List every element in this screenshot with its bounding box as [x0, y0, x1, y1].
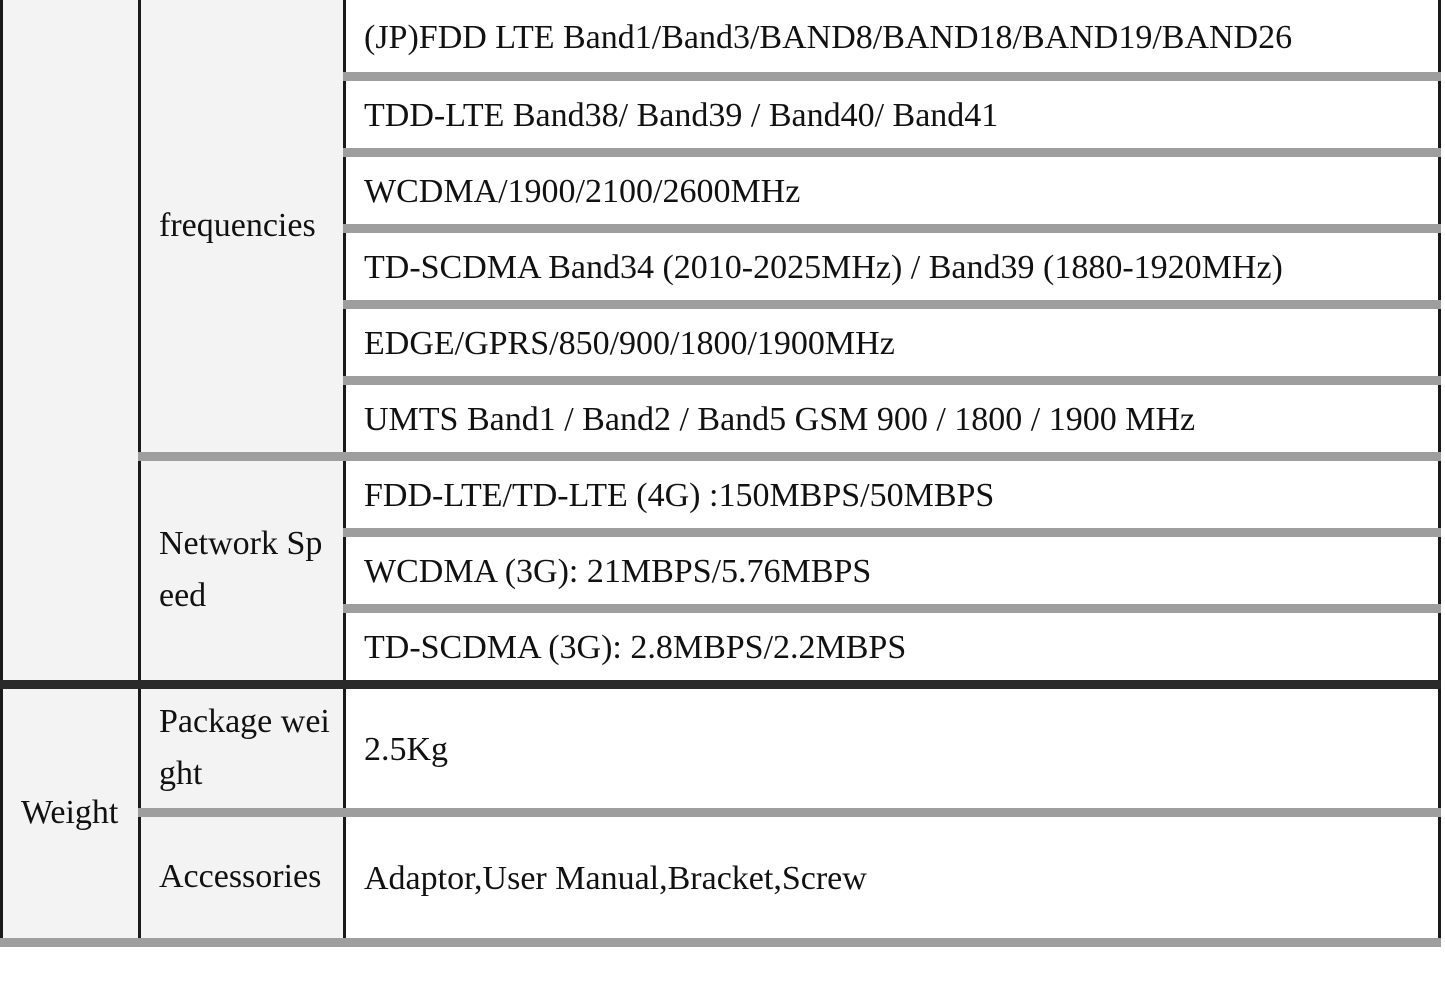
package-weight-value: 2.5Kg [345, 684, 1440, 812]
frequency-value: TD-SCDMA Band34 (2010-2025MHz) / Band39 (1880-1920MHz) [345, 228, 1440, 304]
frequency-value: WCDMA/1900/2100/2600MHz [345, 152, 1440, 228]
accessories-value: Adaptor,User Manual,Bracket,Screw [345, 812, 1440, 942]
frequency-value: UMTS Band1 / Band2 / Band5 GSM 900 / 1800 / 1900 MHz [345, 380, 1440, 456]
frequency-value: TDD-LTE Band38/ Band39 / Band40/ Band41 [345, 76, 1440, 152]
subcategory-frequencies: frequencies [140, 0, 345, 456]
network-speed-value: FDD-LTE/TD-LTE (4G) :150MBPS/50MBPS [345, 456, 1440, 532]
subcategory-network-speed: Network Speed [140, 456, 345, 684]
table-row [2, 684, 1440, 812]
category-cell-weight: Weight [2, 684, 140, 942]
subcategory-accessories: Accessories [140, 812, 345, 942]
network-speed-value: WCDMA (3G): 21MBPS/5.76MBPS [345, 532, 1440, 608]
table-row [2, 456, 1440, 532]
table-row [2, 0, 1440, 76]
table-row [2, 812, 1440, 942]
category-cell-radio [2, 0, 140, 684]
frequency-value: (JP)FDD LTE Band1/Band3/BAND8/BAND18/BAND19/BAND26 [345, 0, 1440, 76]
network-speed-value: TD-SCDMA (3G): 2.8MBPS/2.2MBPS [345, 608, 1440, 684]
frequency-value: EDGE/GPRS/850/900/1800/1900MHz [345, 304, 1440, 380]
subcategory-package-weight: Package weight [140, 684, 345, 812]
